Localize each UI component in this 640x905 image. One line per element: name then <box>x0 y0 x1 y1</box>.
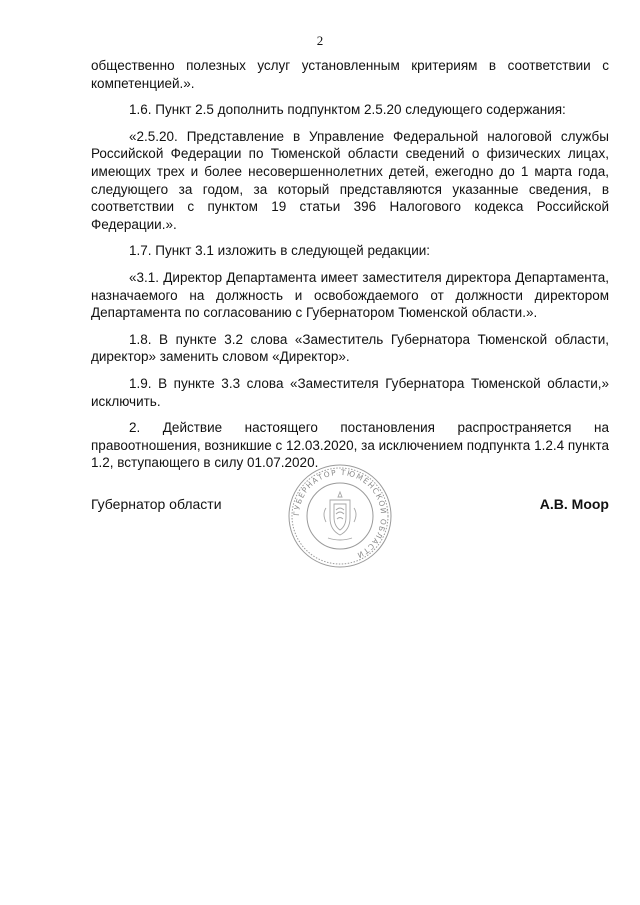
paragraph-continuation: общественно полезных услуг установленным критериям в соответствии с компетенцией.». <box>91 58 609 91</box>
signatory-title: Губернатор области <box>91 496 222 512</box>
paragraph-1-7: 1.7. Пункт 3.1 изложить в следующей редакции: <box>129 243 431 259</box>
seal-ring-text: ГУБЕРНАТОР ТЮМЕНСКОЙ ОБЛАСТИ <box>291 467 389 561</box>
document-body <box>91 57 609 481</box>
signatory-name: А.В. Моор <box>539 496 609 512</box>
paragraph-2-effective-date: 2. Действие настоящего постановления распространяется на правоотношения, возникшие с 12.03.2020, за исключением подпункта 1.2.4 пункта 1.2, вступающего в силу 01.07.2020. <box>91 420 609 471</box>
page-number: 2 <box>316 33 324 48</box>
paragraph-3-1-quote: «3.1. Директор Департамента имеет заместителя директора Департамента, назначаемого на должность и освобождаемого от должности директором Департамента по согласованию с Губернатором Тюменской области.». <box>91 269 609 321</box>
paragraph-2-5-20-quote: «2.5.20. Представление в Управление Федеральной налоговой службы Российской Федерации по Тюменской области сведений о физических лицах, имеющих трех и более несовершеннолетних детей, ежегодно до 1 марта года, следующего за годом, за который представляются указанные сведения, в соответствии с пунктом 19 статьи 396 Налогового кодекса Российской Федерации.». <box>91 128 609 232</box>
signature-block <box>91 496 609 518</box>
paragraph-1-9: 1.9. В пункте 3.3 слова «Заместителя Губернатора Тюменской области,» исключить. <box>91 375 609 409</box>
paragraph-1-6: 1.6. Пункт 2.5 дополнить подпунктом 2.5.20 следующего содержания: <box>129 102 566 118</box>
paragraph-1-8: 1.8. В пункте 3.2 слова «Заместитель Губернатора Тюменской области, директор» заменить словом «Директор». <box>91 331 609 365</box>
